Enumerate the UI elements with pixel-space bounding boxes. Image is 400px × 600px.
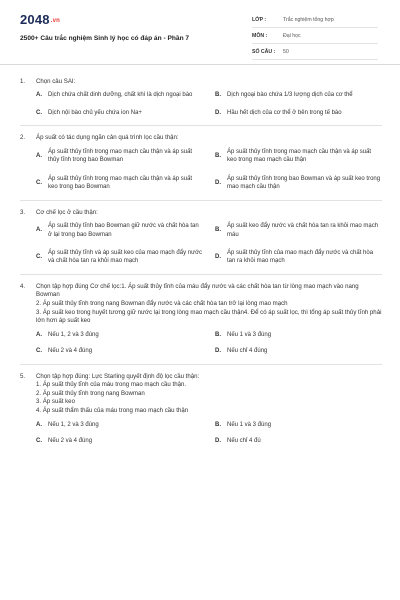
option-d[interactable] xyxy=(215,175,382,192)
option-letter: D. xyxy=(215,254,221,261)
info-value: Trắc nghiệm tổng hợp xyxy=(283,16,334,23)
option-text: Áp suất thủy tĩnh trong mao mạch cầu thận và áp suất keo trong mao mạch cầu thận xyxy=(227,149,372,164)
option-text: Áp suất thủy tĩnh của mao mạch đẩy nước và chất hòa tan ra khỏi mao mạch xyxy=(227,250,374,265)
option-letter: C. xyxy=(36,180,42,187)
question-stem xyxy=(20,78,382,87)
page-header xyxy=(0,0,400,65)
question-4 xyxy=(20,283,382,356)
divider xyxy=(20,364,382,365)
option-letter: D. xyxy=(215,348,221,355)
option-text: Nếu chỉ 4 đú xyxy=(227,438,261,444)
info-box xyxy=(252,12,378,60)
option-letter: A. xyxy=(36,331,42,338)
info-row-count xyxy=(252,44,378,60)
logo-text: 2048 xyxy=(20,12,50,27)
question-3 xyxy=(20,209,382,266)
option-a[interactable] xyxy=(36,421,203,429)
question-text: Áp suất có tác dụng ngăn cản quá trình lọc cầu thận: xyxy=(36,134,179,142)
option-letter: D. xyxy=(215,180,221,187)
question-number: 4. xyxy=(20,282,26,290)
option-text: Áp suất thủy tĩnh trong bao Bowman và áp suất keo trong mao mạch cầu thận xyxy=(227,175,381,191)
option-text: Nếu 1, 2 và 3 đúng xyxy=(48,331,99,338)
info-label: MÔN : xyxy=(252,32,268,39)
question-stem xyxy=(20,283,382,326)
option-letter: C. xyxy=(36,348,42,355)
option-text: Dịch chứa chất dinh dưỡng, chất khí là dịch ngoại bào xyxy=(48,91,193,98)
question-stem xyxy=(20,209,382,218)
option-letter: B. xyxy=(215,421,221,428)
question-1 xyxy=(20,78,382,117)
question-5 xyxy=(20,373,382,446)
option-d[interactable] xyxy=(215,109,382,117)
option-a[interactable] xyxy=(36,91,203,99)
question-stem xyxy=(20,373,382,416)
question-text: Cơ chế lọc ở cầu thận: xyxy=(36,208,98,216)
options xyxy=(36,331,382,356)
options xyxy=(36,148,382,192)
option-text: Dịch nội bào chủ yếu chứa ion Na+ xyxy=(48,110,142,116)
option-text: Nếu chỉ 4 đúng xyxy=(227,348,268,355)
site-logo[interactable] xyxy=(20,12,60,27)
question-text: Chọn tập hợp đúng Cơ chế lọc:1. Áp suất thủy tĩnh của máu đẩy nước và các chất hòa tan từ lòng mao mạch vào nang Bowman 2. Áp suất thủy tĩnh trong nang Bowman đẩy nước và các chất hòa tan trở lại lòng mao mạch 3. Áp suất keo trong huyết tương giữ nước lại trong lòng mao mạch cầu thận4. Để có áp suất lọc, thì tổng áp suất thủy tĩnh phải lớn hơn áp suất keo xyxy=(36,282,382,325)
info-label: LỚP : xyxy=(252,16,267,23)
option-a[interactable] xyxy=(36,222,203,239)
logo-suffix: .vn xyxy=(50,18,61,24)
option-letter: D. xyxy=(215,110,221,116)
option-letter: A. xyxy=(36,227,42,234)
question-2 xyxy=(20,134,382,191)
option-b[interactable] xyxy=(215,331,382,339)
divider xyxy=(20,274,382,275)
option-letter: A. xyxy=(36,153,42,160)
info-label: SỐ CÂU : xyxy=(252,48,276,55)
option-text: Áp suất thủy tĩnh và áp suất keo của mao mạch đẩy nước và chất hòa tan ra khỏi mao mạch xyxy=(48,250,203,265)
option-letter: B. xyxy=(215,331,221,338)
options xyxy=(36,222,382,266)
option-letter: B. xyxy=(215,91,221,98)
question-text: Chọn tập hợp đúng: Lực Starling quyết định độ lọc cầu thận: 1. Áp suất thủy tĩnh của máu trong mao mạch cầu thận. 2. Áp suất thủy tĩnh trong nang Bowman 3. Áp suất keo 4. Áp suất thẩm thấu của máu trong mao mạch cầu thận xyxy=(36,372,200,414)
option-d[interactable] xyxy=(215,437,382,445)
question-number: 1. xyxy=(20,78,26,85)
option-c[interactable] xyxy=(36,437,203,445)
option-text: Áp suất thủy tĩnh bao Bowman giữ nước và chất hòa tan ở lại trong bao Bowman xyxy=(48,223,199,238)
option-d[interactable] xyxy=(215,347,382,355)
option-text: Nếu 1, 2 và 3 đúng xyxy=(48,421,99,428)
option-letter: A. xyxy=(36,91,42,98)
option-letter: A. xyxy=(36,421,42,428)
info-row-class xyxy=(252,12,378,28)
option-b[interactable] xyxy=(215,421,382,429)
option-text: Nếu 1 và 3 đúng xyxy=(227,331,272,338)
option-c[interactable] xyxy=(36,347,203,355)
info-value: Đại học xyxy=(283,32,301,39)
option-c[interactable] xyxy=(36,109,203,117)
question-text: Chọn câu SAI: xyxy=(36,78,76,85)
divider xyxy=(20,200,382,201)
question-number: 2. xyxy=(20,134,26,142)
option-b[interactable] xyxy=(215,148,382,165)
option-letter: C. xyxy=(36,110,42,116)
option-letter: B. xyxy=(215,153,221,160)
info-row-subject xyxy=(252,28,378,44)
option-letter: C. xyxy=(36,438,42,444)
option-text: Áp suất thủy tĩnh trong mao mạch cầu thận và áp suất keo trong bao Bowman xyxy=(48,175,193,191)
option-text: Nếu 2 và 4 đúng xyxy=(48,438,93,444)
option-b[interactable] xyxy=(215,91,382,99)
options xyxy=(36,421,382,446)
option-text: Hầu hết dịch của cơ thể ở bên trong tế bào xyxy=(227,110,342,116)
option-letter: D. xyxy=(215,438,221,444)
option-a[interactable] xyxy=(36,331,203,339)
question-number: 5. xyxy=(20,372,26,380)
option-text: Áp suất thủy tĩnh trong mao mạch cầu thận và áp suất thủy tĩnh trong bao Bowman xyxy=(48,149,193,164)
option-d[interactable] xyxy=(215,249,382,266)
info-value: 50 xyxy=(283,48,289,55)
option-c[interactable] xyxy=(36,249,203,266)
option-text: Nếu 1 và 3 đúng xyxy=(227,421,272,428)
page-title: 2500+ Câu trắc nghiệm Sinh lý học có đáp án - Phần 7 xyxy=(20,35,190,42)
option-text: Áp suất keo đẩy nước và chất hòa tan ra khỏi mao mạch máu xyxy=(227,223,379,238)
question-stem xyxy=(20,134,382,143)
option-c[interactable] xyxy=(36,175,203,192)
option-text: Nếu 2 và 4 đúng xyxy=(48,348,93,355)
option-b[interactable] xyxy=(215,222,382,239)
options xyxy=(36,91,382,118)
option-a[interactable] xyxy=(36,148,203,165)
option-text: Dịch ngoại bào chứa 1/3 lượng dịch của cơ thể xyxy=(227,91,353,98)
option-letter: C. xyxy=(36,254,42,261)
question-list xyxy=(20,78,382,445)
question-number: 3. xyxy=(20,208,26,216)
divider xyxy=(20,125,382,126)
option-letter: B. xyxy=(215,227,221,234)
